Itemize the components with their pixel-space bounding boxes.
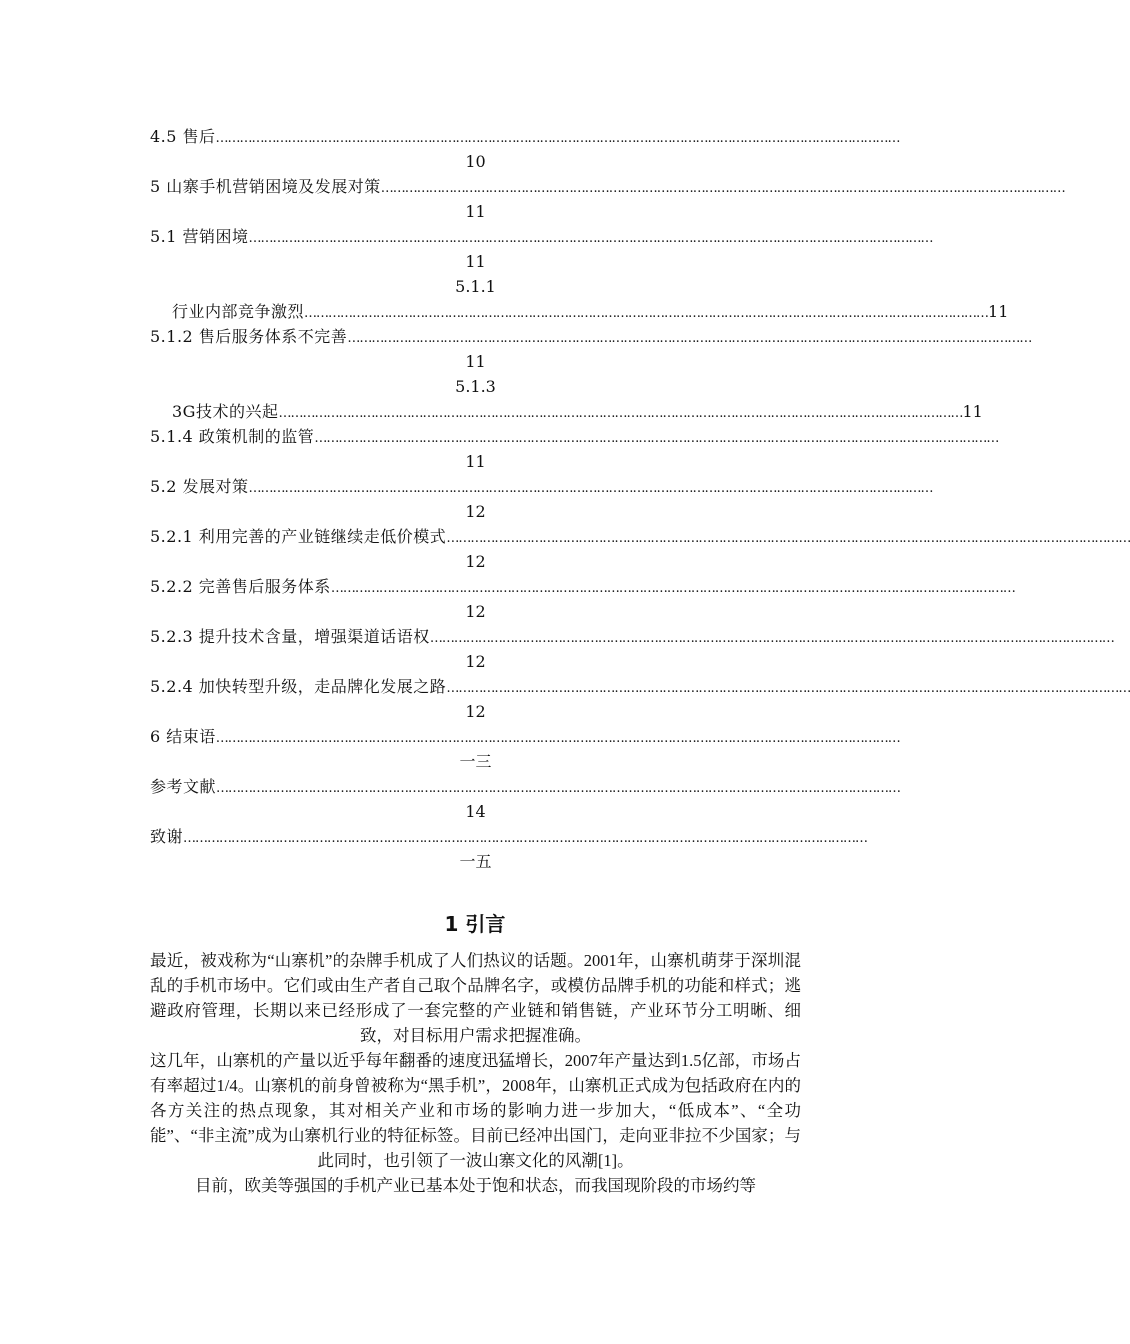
body-paragraph: 这几年，山寨机的产量以近乎每年翻番的速度迅猛增长，2007年产量达到1.5亿部，市场占有率超过1/4。山寨机的前身曾被称为“黑手机”，2008年，山寨机正式成为包括政府在内的各方关注的热点现象，其对相关产业和市场的影响力进一步加大，“低成本”、“全功能”、“非主流”成为山寨机行业的特征标签。目前已经冲出国门，走向亚非拉不少国家；与此同时，也引领了一波山寨文化的风潮[1]。 (150, 1051, 801, 1170)
toc-entry (150, 624, 1114, 649)
toc-entry-label: 4.5 售后 (150, 127, 216, 146)
toc-entry-label: 6 结束语 (150, 727, 216, 746)
toc-page-number: 一五 (459, 852, 492, 871)
section-heading: 1 引言 (444, 912, 506, 936)
toc-entry-label: 5 山寨手机营销困境及发展对策 (150, 177, 381, 196)
toc-entry-label: 5.1 营销困境 (150, 227, 249, 246)
toc-entry (150, 424, 999, 449)
toc-leader-dots: ……………………………………………………………………………………………………………………………………………………… (278, 406, 963, 421)
toc-page-number: 14 (465, 802, 486, 821)
toc-entry-label: 参考文献 (150, 777, 217, 796)
toc-leader-dots: ……………………………………………………………………………………………………………………………………………………… (215, 731, 900, 746)
toc-page-number: 12 (465, 602, 486, 621)
toc-entry-label: 5.1.2 售后服务体系不完善 (150, 327, 348, 346)
toc-leader-dots: ……………………………………………………………………………………………………………………………………………………… (429, 631, 1114, 646)
toc-page-number: 11 (465, 202, 486, 221)
section-body (150, 948, 801, 1198)
toc-page-number: 11 (465, 452, 486, 471)
body-paragraph: 目前，欧美等强国的手机产业已基本处于饱和状态，而我国现阶段的市场约等 (195, 1176, 756, 1195)
toc-leader-dots: ……………………………………………………………………………………………………………………………………………………… (183, 831, 868, 846)
toc-entry-label: 5.1.4 政策机制的监管 (150, 427, 315, 446)
toc-entry (150, 574, 1015, 599)
toc-page-number: 11 (465, 352, 486, 371)
toc-entry-label: 5.2.3 提升技术含量，增强渠道话语权 (150, 627, 430, 646)
toc-page-number: 12 (465, 702, 486, 721)
toc-leader-dots: ……………………………………………………………………………………………………………………………………………………… (380, 181, 1065, 196)
toc-page-number: 12 (465, 502, 486, 521)
toc-entry (150, 399, 983, 424)
toc-page-number: 11 (465, 252, 486, 271)
toc-leader-dots: ……………………………………………………………………………………………………………………………………………………… (248, 481, 933, 496)
toc-entry (150, 324, 1032, 349)
toc-entry-label: 3G技术的兴起 (172, 402, 279, 421)
toc-entry (150, 124, 900, 149)
table-of-contents (150, 124, 1130, 874)
toc-leader-dots: ……………………………………………………………………………………………………………………………………………………… (304, 306, 989, 321)
toc-leader-dots: ……………………………………………………………………………………………………………………………………………………… (216, 781, 901, 796)
toc-page-number: 11 (962, 402, 983, 421)
toc-page-number: 10 (465, 152, 486, 171)
toc-entry (150, 824, 868, 849)
toc-page-number: 12 (465, 552, 486, 571)
toc-leader-dots: ……………………………………………………………………………………………………………………………………………………… (446, 681, 1130, 696)
toc-leader-dots: ……………………………………………………………………………………………………………………………………………………… (330, 581, 1015, 596)
toc-entry-label: 5.2 发展对策 (150, 477, 249, 496)
toc-entry (150, 224, 933, 249)
toc-entry (150, 474, 933, 499)
toc-entry (150, 674, 1130, 699)
toc-entry-label: 5.2.1 利用完善的产业链继续走低价模式 (150, 527, 447, 546)
toc-entry (150, 724, 900, 749)
toc-entry-label: 行业内部竞争激烈 (172, 302, 305, 321)
toc-page-number: 5.1.1 (455, 277, 496, 296)
toc-page-number: 5.1.3 (455, 377, 496, 396)
toc-leader-dots: ……………………………………………………………………………………………………………………………………………………… (215, 131, 900, 146)
toc-leader-dots: ……………………………………………………………………………………………………………………………………………………… (314, 431, 999, 446)
toc-entry (150, 524, 1130, 549)
toc-entry (150, 174, 1065, 199)
toc-page-number: 11 (988, 302, 1009, 321)
toc-page-number: 一三 (459, 752, 492, 771)
toc-entry-label: 5.2.2 完善售后服务体系 (150, 577, 331, 596)
toc-entry-label: 致谢 (150, 827, 184, 846)
toc-leader-dots: ……………………………………………………………………………………………………………………………………………………… (446, 531, 1130, 546)
toc-entry (150, 299, 1009, 324)
toc-leader-dots: ……………………………………………………………………………………………………………………………………………………… (347, 331, 1032, 346)
toc-page-number: 12 (465, 652, 486, 671)
body-paragraph: 最近，被戏称为“山寨机”的杂牌手机成了人们热议的话题。2001年，山寨机萌芽于深圳混乱的手机市场中。它们或由生产者自己取个品牌名字，或模仿品牌手机的功能和样式；逃避政府管理，长期以来已经形成了一套完整的产业链和销售链，产业环节分工明晰、细致，对目标用户需求把握准确。 (150, 951, 801, 1045)
toc-leader-dots: ……………………………………………………………………………………………………………………………………………………… (248, 231, 933, 246)
toc-entry-label: 5.2.4 加快转型升级，走品牌化发展之路 (150, 677, 447, 696)
toc-entry (150, 774, 901, 799)
